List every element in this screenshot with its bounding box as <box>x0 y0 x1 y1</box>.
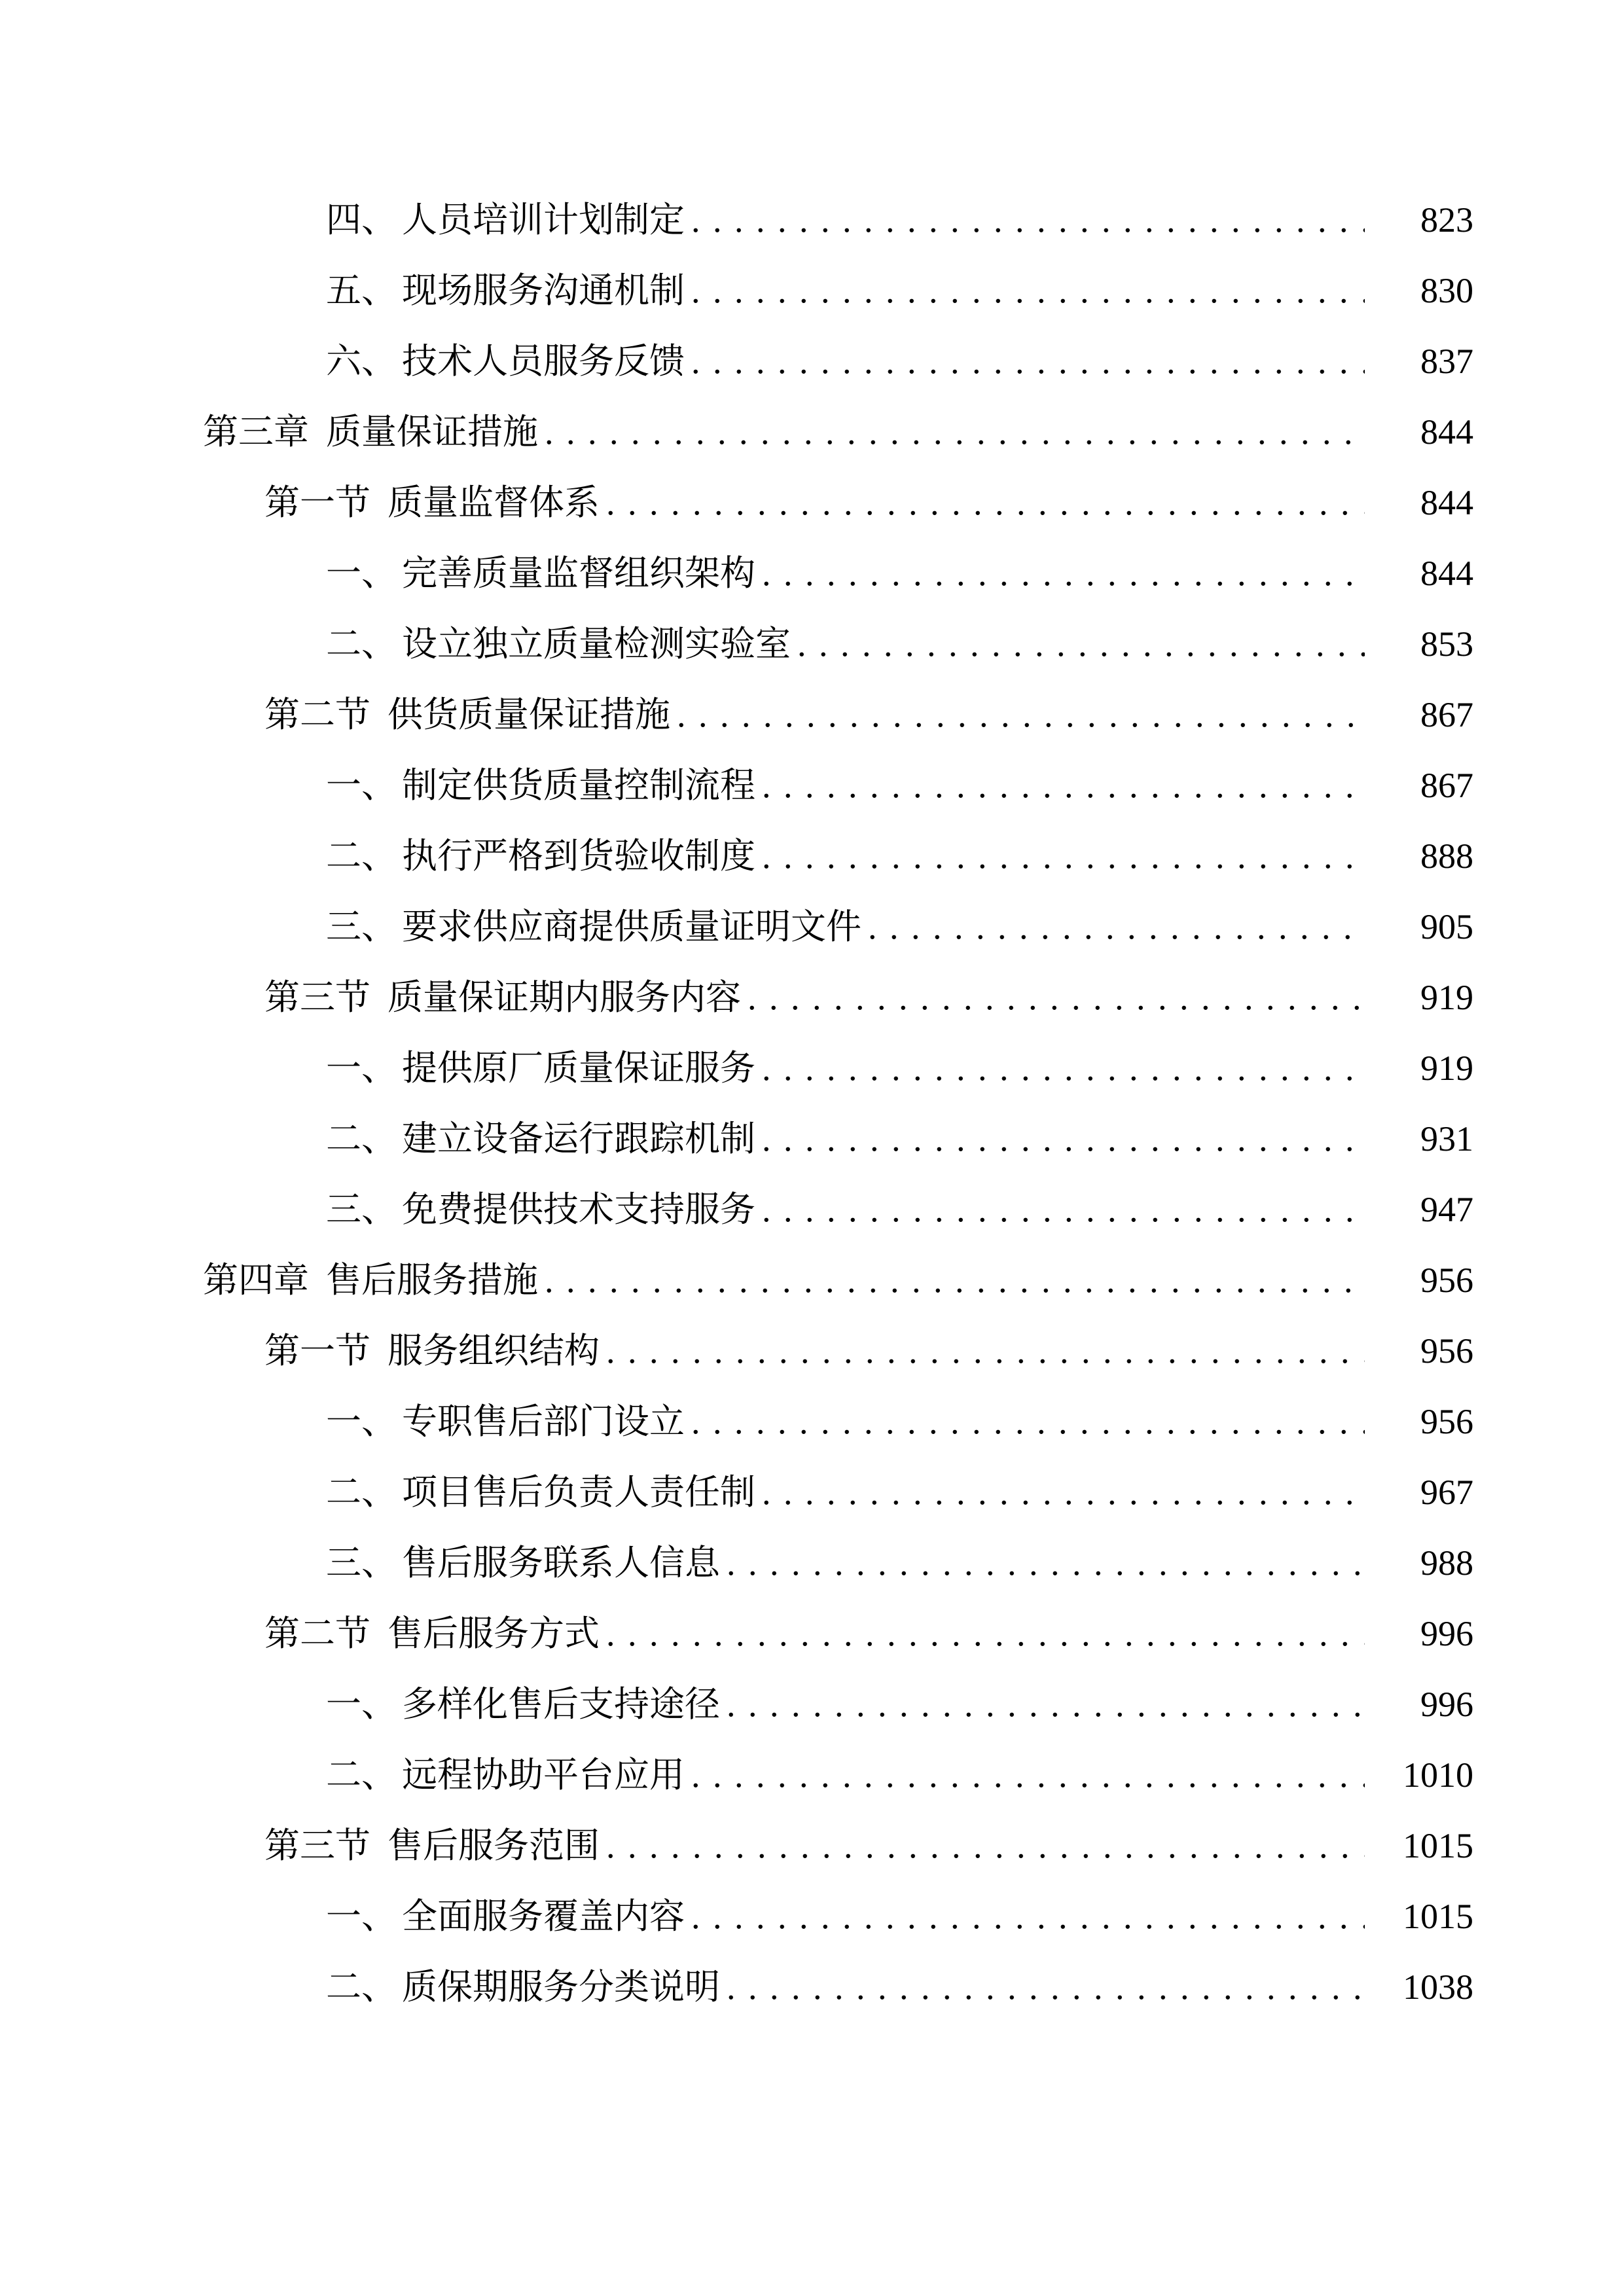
toc-entry[interactable] <box>0 750 1624 821</box>
toc-entry[interactable] <box>0 891 1624 962</box>
toc-page-number: 988 <box>1420 1543 1473 1583</box>
toc-entry[interactable] <box>0 679 1624 750</box>
toc-entry-label: 二、 <box>326 1119 397 1158</box>
toc-page-number: 823 <box>1420 200 1473 240</box>
toc-dot-leader <box>762 750 1365 821</box>
toc-page-number: 1015 <box>1403 1826 1473 1865</box>
toc-entry-label: 第二节 <box>264 1614 370 1653</box>
toc-entry[interactable] <box>0 1952 1624 2022</box>
toc-dot-leader <box>727 1669 1365 1740</box>
toc-dot-leader <box>691 185 1365 255</box>
toc-entry[interactable] <box>0 185 1624 255</box>
toc-entry-label: 二、 <box>326 624 397 664</box>
toc-entry-label: 一、 <box>326 1897 397 1936</box>
toc-entry-title: 售后服务范围 <box>388 1826 600 1865</box>
toc-dot-leader <box>677 679 1365 750</box>
toc-dot-leader <box>868 891 1365 962</box>
toc-page-number: 905 <box>1420 907 1473 946</box>
toc-entry-title: 质量保证措施 <box>326 412 538 452</box>
toc-entry[interactable] <box>0 1316 1624 1386</box>
table-of-contents <box>0 185 1624 2022</box>
toc-entry[interactable] <box>0 397 1624 467</box>
toc-entry[interactable] <box>0 962 1624 1033</box>
toc-page-number: 830 <box>1420 271 1473 310</box>
toc-dot-leader <box>727 1528 1365 1598</box>
toc-dot-leader <box>762 821 1365 891</box>
toc-entry-label: 第一节 <box>264 483 370 522</box>
toc-entry[interactable] <box>0 326 1624 397</box>
toc-page-number: 919 <box>1420 978 1473 1017</box>
toc-dot-leader <box>545 1245 1365 1316</box>
toc-entry-label: 一、 <box>326 1402 397 1441</box>
toc-dot-leader <box>691 255 1365 326</box>
toc-entry-title: 供货质量保证措施 <box>388 695 670 734</box>
toc-page-number: 956 <box>1420 1261 1473 1300</box>
toc-entry-title: 多样化售后支持途径 <box>402 1685 720 1724</box>
toc-entry-label: 三、 <box>326 1190 397 1229</box>
toc-entry-label: 第四章 <box>203 1261 309 1300</box>
toc-entry[interactable] <box>0 1669 1624 1740</box>
toc-page-number: 967 <box>1420 1473 1473 1512</box>
toc-entry[interactable] <box>0 1598 1624 1669</box>
toc-page-number: 844 <box>1420 412 1473 452</box>
toc-entry-title: 项目售后负责人责任制 <box>402 1473 755 1512</box>
toc-entry[interactable] <box>0 538 1624 609</box>
toc-entry[interactable] <box>0 1881 1624 1952</box>
toc-entry-title: 建立设备运行跟踪机制 <box>402 1119 755 1158</box>
toc-entry-title: 制定供货质量控制流程 <box>402 766 755 805</box>
toc-page-number: 1038 <box>1403 1967 1473 2007</box>
toc-page-number: 947 <box>1420 1190 1473 1229</box>
toc-page-number: 1015 <box>1403 1897 1473 1936</box>
toc-entry[interactable] <box>0 1033 1624 1103</box>
toc-dot-leader <box>691 1386 1365 1457</box>
toc-dot-leader <box>762 1033 1365 1103</box>
toc-page-number: 1010 <box>1403 1755 1473 1795</box>
toc-entry-label: 第二节 <box>264 695 370 734</box>
toc-entry-title: 执行严格到货验收制度 <box>402 836 755 876</box>
toc-dot-leader <box>797 609 1365 679</box>
toc-entry-label: 一、 <box>326 1685 397 1724</box>
toc-dot-leader <box>691 1740 1365 1810</box>
toc-entry[interactable] <box>0 255 1624 326</box>
toc-entry-title: 完善质量监督组织架构 <box>402 554 755 593</box>
toc-dot-leader <box>606 1598 1365 1669</box>
toc-page-number: 931 <box>1420 1119 1473 1158</box>
toc-entry-label: 三、 <box>326 1543 397 1583</box>
toc-entry-title: 设立独立质量检测实验室 <box>402 624 791 664</box>
toc-dot-leader <box>691 326 1365 397</box>
toc-entry-label: 一、 <box>326 554 397 593</box>
toc-entry-title: 服务组织结构 <box>388 1331 600 1371</box>
toc-entry-label: 二、 <box>326 1967 397 2007</box>
toc-entry-label: 五、 <box>326 271 397 310</box>
toc-entry-title: 远程协助平台应用 <box>402 1755 685 1795</box>
toc-entry-title: 现场服务沟通机制 <box>402 271 685 310</box>
toc-entry[interactable] <box>0 467 1624 538</box>
toc-entry-label: 二、 <box>326 1755 397 1795</box>
toc-dot-leader <box>748 962 1365 1033</box>
toc-entry-label: 第三节 <box>264 978 370 1017</box>
toc-entry[interactable] <box>0 1810 1624 1881</box>
toc-page-number: 956 <box>1420 1331 1473 1371</box>
toc-entry[interactable] <box>0 1457 1624 1528</box>
toc-dot-leader <box>691 1881 1365 1952</box>
toc-page-number: 844 <box>1420 483 1473 522</box>
toc-entry[interactable] <box>0 1103 1624 1174</box>
toc-dot-leader <box>606 467 1365 538</box>
toc-entry-title: 要求供应商提供质量证明文件 <box>402 907 861 946</box>
toc-entry-label: 一、 <box>326 766 397 805</box>
toc-entry-title: 质量保证期内服务内容 <box>388 978 741 1017</box>
toc-entry[interactable] <box>0 1528 1624 1598</box>
toc-entry[interactable] <box>0 609 1624 679</box>
toc-entry-label: 三、 <box>326 907 397 946</box>
toc-entry-title: 售后服务方式 <box>388 1614 600 1653</box>
toc-dot-leader <box>762 538 1365 609</box>
toc-entry[interactable] <box>0 1174 1624 1245</box>
toc-entry-title: 提供原厂质量保证服务 <box>402 1049 755 1088</box>
toc-entry-title: 专职售后部门设立 <box>402 1402 685 1441</box>
toc-page-number: 996 <box>1420 1685 1473 1724</box>
toc-entry-label: 二、 <box>326 836 397 876</box>
toc-page-number: 919 <box>1420 1049 1473 1088</box>
toc-dot-leader <box>606 1810 1365 1881</box>
toc-page-number: 844 <box>1420 554 1473 593</box>
toc-page-number: 853 <box>1420 624 1473 664</box>
toc-dot-leader <box>762 1457 1365 1528</box>
toc-dot-leader <box>762 1103 1365 1174</box>
toc-page-number: 956 <box>1420 1402 1473 1441</box>
toc-page-number: 867 <box>1420 766 1473 805</box>
toc-entry[interactable] <box>0 821 1624 891</box>
toc-entry-label: 一、 <box>326 1049 397 1088</box>
toc-entry-label: 第三节 <box>264 1826 370 1865</box>
toc-entry-title: 人员培训计划制定 <box>402 200 685 240</box>
toc-entry-title: 质量监督体系 <box>388 483 600 522</box>
toc-dot-leader <box>606 1316 1365 1386</box>
toc-entry-label: 第一节 <box>264 1331 370 1371</box>
toc-page-number: 996 <box>1420 1614 1473 1653</box>
toc-entry-title: 免费提供技术支持服务 <box>402 1190 755 1229</box>
toc-dot-leader <box>762 1174 1365 1245</box>
toc-entry[interactable] <box>0 1740 1624 1810</box>
toc-entry-title: 售后服务措施 <box>326 1261 538 1300</box>
toc-entry-label: 四、 <box>326 200 397 240</box>
toc-entry-title: 技术人员服务反馈 <box>402 342 685 381</box>
toc-entry-label: 第三章 <box>203 412 309 452</box>
toc-entry-title: 全面服务覆盖内容 <box>402 1897 685 1936</box>
toc-entry-label: 六、 <box>326 342 397 381</box>
toc-page-number: 867 <box>1420 695 1473 734</box>
toc-dot-leader <box>545 397 1365 467</box>
toc-entry-title: 质保期服务分类说明 <box>402 1967 720 2007</box>
toc-page-number: 888 <box>1420 836 1473 876</box>
toc-entry-title: 售后服务联系人信息 <box>402 1543 720 1583</box>
toc-entry[interactable] <box>0 1386 1624 1457</box>
toc-entry-label: 二、 <box>326 1473 397 1512</box>
toc-page-number: 837 <box>1420 342 1473 381</box>
toc-dot-leader <box>727 1952 1365 2022</box>
toc-entry[interactable] <box>0 1245 1624 1316</box>
